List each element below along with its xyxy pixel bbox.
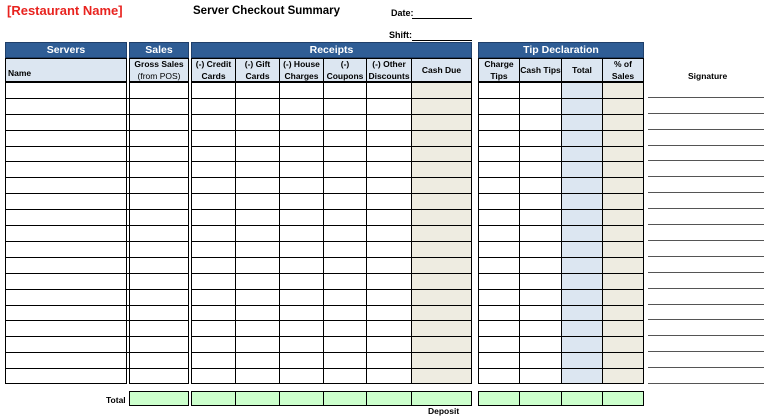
section-servers: Servers (5, 42, 127, 58)
page-title: Server Checkout Summary (193, 5, 341, 17)
total-coupons[interactable] (323, 391, 367, 406)
col-cash-due-label: Cash Due (421, 65, 462, 75)
col-other-discounts-label: (-) Other (372, 59, 406, 69)
total-other-discounts[interactable] (366, 391, 412, 406)
col-signature-label: Signature (688, 71, 728, 81)
col-gross-sales-label: Gross Sales (134, 59, 184, 69)
section-sales: Sales (129, 42, 189, 58)
total-cash-due[interactable] (411, 391, 472, 406)
col-total-label: Total (572, 65, 592, 75)
col-coupons-label: (-) (340, 59, 350, 69)
section-receipts: Receipts (191, 42, 472, 58)
date-label: Date: (391, 8, 414, 18)
col-other-discounts-sublabel: Discounts (368, 71, 410, 81)
col-gift-cards-sublabel: Cards (245, 71, 270, 81)
col-coupons-sublabel: Coupons (326, 71, 364, 81)
total-gift-cards[interactable] (235, 391, 280, 406)
col-credit-cards-label: (-) Credit (195, 59, 232, 69)
total-charge-tips[interactable] (478, 391, 520, 406)
row-lines (5, 98, 764, 384)
total-cash-tips[interactable] (519, 391, 562, 406)
col-charge-tips-label: Charge (484, 59, 514, 69)
restaurant-name[interactable]: [Restaurant Name] (7, 3, 123, 18)
section-tip-declaration: Tip Declaration (478, 42, 644, 58)
col-credit-cards-sublabel: Cards (201, 71, 226, 81)
total-gross-sales[interactable] (129, 391, 189, 406)
total-house-charges[interactable] (279, 391, 324, 406)
col-house-charges-label: (-) House (283, 59, 320, 69)
total-label: Total (106, 395, 126, 405)
total-pct-sales[interactable] (602, 391, 644, 406)
col-house-charges-sublabel: Charges (284, 71, 319, 81)
total-credit-cards[interactable] (191, 391, 236, 406)
col-name-label: Name (8, 68, 32, 78)
deposit-label: Deposit (428, 406, 460, 416)
col-cash-tips-label: Cash Tips (520, 65, 561, 75)
col-gift-cards-label: (-) Gift (244, 59, 271, 69)
shift-label: Shift: (389, 30, 412, 40)
col-pct-sales-label: % of (614, 59, 632, 69)
col-gross-sales-sublabel: (from POS) (137, 71, 181, 81)
col-pct-sales-sublabel: Sales (611, 71, 635, 81)
total-tip-total[interactable] (561, 391, 603, 406)
col-charge-tips-sublabel: Tips (490, 71, 508, 81)
